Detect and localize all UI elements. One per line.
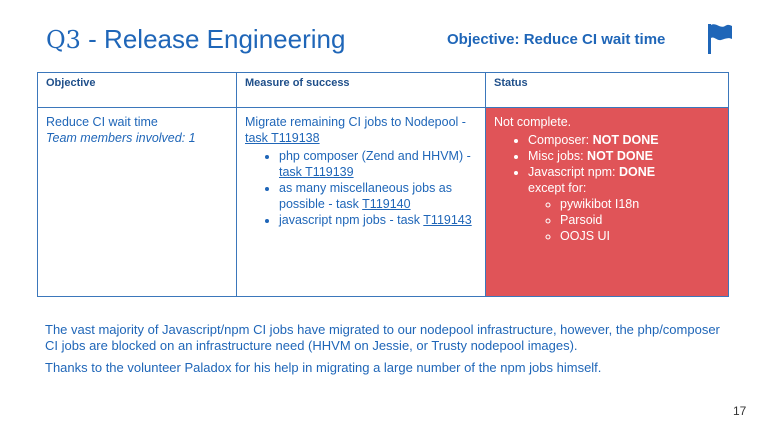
objectives-table [37,72,729,297]
status-cell [486,108,729,297]
header-measure: Measure of success [237,73,486,108]
exceptions-list [528,196,720,244]
note-paragraph: Thanks to the volunteer Paladox for his help in migrating a large number of the npm jobs himself. [45,360,602,375]
measure-intro: Migrate remaining CI jobs to Nodepool - task T119138 [245,115,466,145]
status-list [494,132,720,244]
status-value: NOT DONE [592,133,659,147]
list-item: ◦ OOJS UI [560,228,720,244]
list-item: • Misc jobs: NOT DONE [528,148,720,164]
slide-title-quarter: Q3 [46,26,81,54]
task-link-T119139[interactable]: task T119139 [279,165,354,179]
objective-header: Objective: Reduce CI wait time [447,31,666,48]
task-link-T119138[interactable]: task T119138 [245,131,320,145]
summary-notes [45,322,735,382]
page-number: 17 [733,404,747,418]
objective-cell [38,108,237,297]
status-intro: Not complete. [494,115,572,129]
measure-list [245,148,477,228]
list-item: • as many miscellaneous jobs as possible - task T119140 [279,180,477,212]
list-item: ◦ Parsoid [560,212,720,228]
status-value: DONE [619,165,656,179]
table-header-row [38,73,729,108]
note-paragraph: The vast majority of Javascript/npm CI jobs have migrated to our nodepool infrastructure, however, the php/composer CI jobs are blocked on an infrastructure need (HHVM on Jessie, or Trusty nodepool images). [45,322,720,353]
list-item: • Composer: NOT DONE [528,132,720,148]
list-item: • php composer (Zend and HHVM) - task T119139 [279,148,477,180]
status-value: NOT DONE [587,149,654,163]
list-item: • Javascript npm: DONE except for: ◦ pywikibot I18n ◦ Parsoid ◦ OOJS UI [528,164,720,244]
list-item: ◦ pywikibot I18n [560,196,720,212]
slide-title-text: - Release Engineering [80,24,346,54]
task-link-T119140[interactable]: T119140 [362,197,411,211]
task-link-T119143[interactable]: T119143 [423,213,472,227]
header-objective: Objective [38,73,237,108]
measure-cell [237,108,486,297]
slide-title [46,24,345,55]
table-row [38,108,729,297]
header-status: Status [486,73,729,108]
team-members: Team members involved: 1 [46,131,196,145]
list-item: • javascript npm jobs - task T119143 [279,212,477,228]
objective-name: Reduce CI wait time [46,115,158,129]
flag-icon [706,22,734,56]
